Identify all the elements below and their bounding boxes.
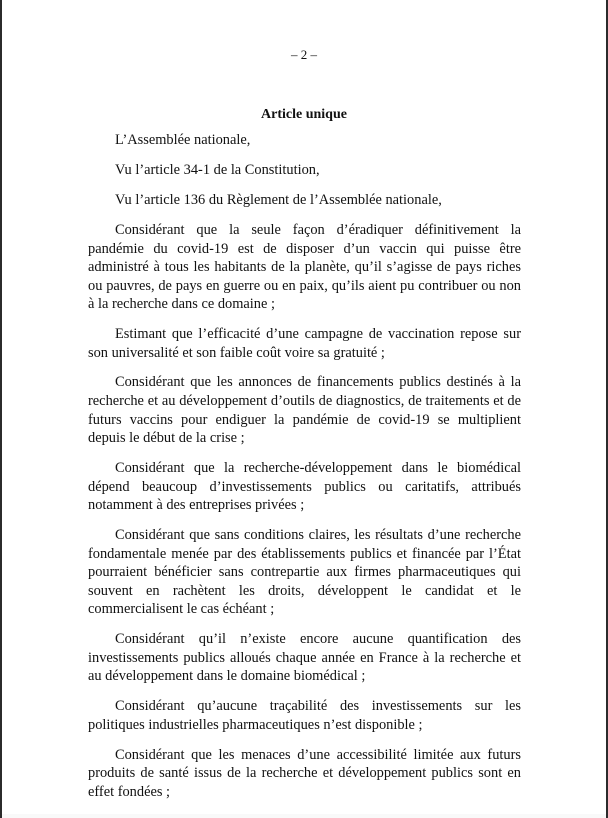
paragraph-considerant-tracabilite: Considérant qu’aucune traçabilité des investissements sur les politiques industrielles pharmaceutiques n’est disponible ; [88, 698, 521, 733]
paragraph-estimant-vaccination: Estimant que l’efficacité d’une campagne de vaccination repose sur son universalité et son faible coût voire sa gratuité ; [88, 326, 521, 361]
document-body [88, 131, 521, 812]
article-title: Article unique [261, 107, 347, 122]
page-bottom-edge [2, 814, 606, 818]
paragraph-considerant-menaces: Considérant que les menaces d’une accessibilité limitée aux futurs produits de santé issus de la recherche et développement publics sont en effet fondées ; [88, 746, 521, 800]
intro-line-reglement: Vu l’article 136 du Règlement de l’Assemblée nationale, [115, 191, 442, 208]
intro-line-constitution: Vu l’article 34-1 de la Constitution, [115, 161, 320, 178]
paragraph-considerant-pandemie: Considérant que la seule façon d’éradiquer définitivement la pandémie du covid-19 est de disposer d’un vaccin qui puisse être administré à tous les habitants de la planète, qu’il s’agisse de pays riches ou pauvres, de pays en guerre ou en paix, qu’ils aient pu contribuer ou non à la recherche dans ce domaine ; [88, 221, 521, 313]
intro-line-assemblee: L’Assemblée nationale, [115, 132, 251, 148]
paragraph-considerant-recherche-developpement: Considérant que la recherche-développement dans le biomédical dépend beaucoup d’investissements publics ou caritatifs, attribués notamment à des entreprises privées ; [88, 460, 521, 514]
page-number: – 2 – [291, 47, 317, 62]
paragraph-considerant-quantification: Considérant qu’il n’existe encore aucune quantification des investissements publics alloués chaque année en France à la recherche et au développement dans le domaine biomédical ; [88, 631, 521, 685]
paragraph-considerant-financements: Considérant que les annonces de financements publics destinés à la recherche et au développement d’outils de diagnostics, de traitements et de futurs vaccins pour endiguer la pandémie de covid-19 se multiplient depuis le début de la crise ; [88, 374, 521, 447]
paragraph-considerant-conditions: Considérant que sans conditions claires, les résultats d’une recherche fondamentale menée par des établissements publics et financée par l’État pourraient bénéficier sans contrepartie aux firmes pharmaceutiques qui souvent en rachètent les droits, développent le candidat et le commercialisent le cas échéant ; [88, 527, 521, 618]
